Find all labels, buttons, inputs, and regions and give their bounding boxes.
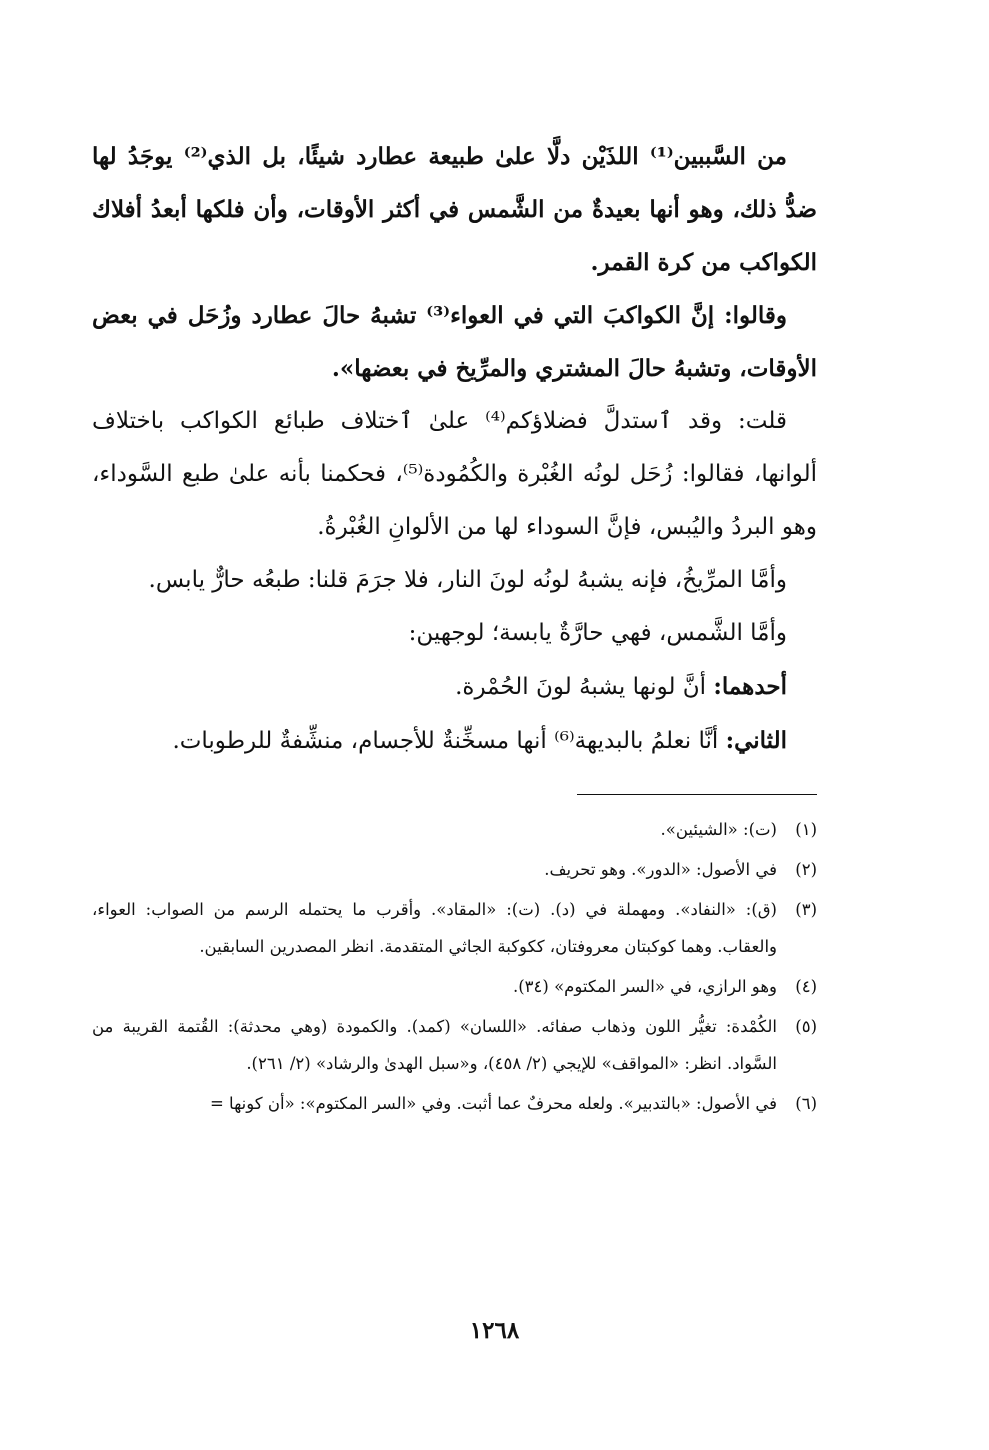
- text-line: قلت: وقد ٱستدلَّ فضلاؤكم⁽⁴⁾ علىٰ ٱختلاف طبائع الكواكب باختلاف: [92, 408, 787, 434]
- footnote: [92, 1085, 817, 1122]
- footnote-text: في الأصول: «بالتدبير». ولعله محرفٌ عما أثبت. وفي «السر المكتوم»: «أن كونها =: [209, 1094, 777, 1113]
- footnote: [92, 1008, 817, 1082]
- paragraph: [92, 395, 817, 554]
- paragraph: [92, 607, 817, 660]
- footnote-text: في الأصول: «الدور». وهو تحريف.: [544, 860, 777, 879]
- text-line: بعض الأوقات، وتشبهُ حالَ المشتري والمرِّيخ في بعضها».: [92, 302, 817, 382]
- paragraph-lead: الثاني:: [725, 727, 787, 754]
- text-line: ذلك، وهو أنها بعيدةٌ من الشَّمس في أكثر الأوقات، وأن فلكها أبعدُ أفلاك: [92, 196, 777, 223]
- paragraph: [92, 289, 817, 395]
- text-line: السَّوداء، وهو البردُ واليُبس، فإنَّ السوداء لها من الألوانِ الغُبْرةُ.: [92, 461, 817, 540]
- paragraph: [92, 554, 817, 607]
- footnote-number: (٦): [795, 1094, 817, 1113]
- page-number: ١٢٦٨: [469, 1317, 520, 1344]
- footnote-number: (٥): [795, 1017, 817, 1036]
- footnote-number: (٣): [795, 900, 817, 919]
- text-line: وقالوا: إنَّ الكواكبَ التي في العواء⁽³⁾ تشبهُ حالَ عطارد وزُحَل في: [147, 302, 787, 329]
- paragraph: [92, 714, 817, 768]
- text-line: أنَّ لونها يشبهُ لونَ الحُمْرة.: [455, 674, 714, 700]
- footnote: [92, 851, 817, 888]
- footnote-number: (٢): [795, 860, 817, 879]
- footnote-text: (ق): «النفاد». ومهملة في (د). (ت): «المقاد». وأقرب ما يحتمله الرسم من الصواب: العواء، والعقاب. وهما كوكبتان معروفتان، ككوكبة الجاثي المتقدمة. انظر المصدرين السابقين.: [92, 900, 777, 956]
- footnotes: [92, 811, 817, 1122]
- footnote: [92, 891, 817, 965]
- footnote-text: وهو الرازي، في «السر المكتوم» (٣٤).: [512, 977, 777, 996]
- page-body: [92, 130, 817, 1125]
- footnote-number: (١): [795, 820, 817, 839]
- paragraph: [92, 130, 817, 289]
- footnote-text: الكُمْدة: تغيُّر اللون وذهاب صفائه. «اللسان» (كمد). والكمودة (وهي محدثة): القُتمة القريبة من السَّواد. انظر: «المواقف» للإيجي (٢/ ٤٥٨)، و«سبل الهدىٰ والرشاد» (٢/ ٢٦١).: [92, 1017, 777, 1073]
- text-line: ألوانها، فقالوا: زُحَل لونُه الغُبْرة والكُمُودة⁽⁵⁾، فحكمنا بأنه علىٰ طبع: [182, 461, 817, 487]
- footnote-text: (ت): «الشيئين».: [660, 820, 777, 839]
- footnote: [92, 968, 817, 1005]
- footnote: [92, 811, 817, 848]
- text-line: الكواكب من كرة القمر.: [590, 249, 817, 276]
- text-line: وأمَّا الشَّمس، فهي حارَّةٌ يابسة؛ لوجهين:: [408, 620, 787, 646]
- text-line: أنَّا نعلمُ بالبديهة⁽⁶⁾ أنها مسخِّنةٌ للأجسام، منشِّفةٌ للرطوبات.: [172, 728, 726, 754]
- text-line: وأمَّا المرِّيخُ، فإنه يشبهُ لونُه لونَ النار، فلا جرَمَ قلنا: طبعُه حارٌّ يابس.: [148, 567, 787, 593]
- paragraph-lead: أحدهما:: [713, 673, 787, 700]
- paragraph: [92, 660, 817, 714]
- footnote-number: (٤): [795, 977, 817, 996]
- main-text: [92, 130, 817, 768]
- text-line: من السَّببين⁽¹⁾ اللذَيْن دلَّا علىٰ طبيعة عطارد شيئًا، بل الذي⁽²⁾ يوجَدُ لها ضدُّ: [92, 143, 817, 223]
- footnote-separator: [577, 794, 817, 795]
